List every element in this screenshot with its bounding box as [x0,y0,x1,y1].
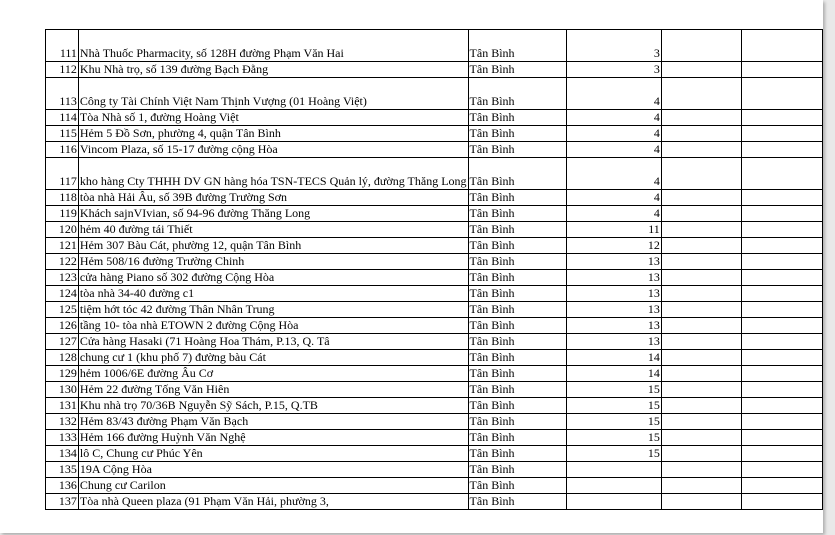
district-name: Tân Bình [468,78,567,110]
table-row [46,478,823,494]
case-count: 14 [567,366,662,382]
empty-cell [661,254,742,270]
row-number: 131 [46,398,79,414]
empty-cell [742,478,823,494]
empty-cell [661,414,742,430]
location-name: tầng 10- tòa nhà ETOWN 2 đường Cộng Hòa [78,318,468,334]
case-count: 12 [567,238,662,254]
row-number: 120 [46,222,79,238]
location-name: Hẻm 22 đường Tống Văn Hiên [78,382,468,398]
empty-cell [661,142,742,158]
empty-cell [661,126,742,142]
case-count: 15 [567,398,662,414]
empty-cell [742,30,823,62]
district-name: Tân Bình [468,222,567,238]
empty-cell [661,318,742,334]
row-number: 112 [46,62,79,78]
location-name: Khu Nhà trọ, số 139 đường Bạch Đằng [78,62,468,78]
empty-cell [661,222,742,238]
empty-cell [742,398,823,414]
empty-cell [661,398,742,414]
row-number: 127 [46,334,79,350]
case-count: 13 [567,270,662,286]
case-count: 3 [567,62,662,78]
district-name: Tân Bình [468,302,567,318]
table-row [46,430,823,446]
empty-cell [661,270,742,286]
case-count: 4 [567,206,662,222]
empty-cell [661,110,742,126]
location-name: tiệm hớt tóc 42 đường Thân Nhân Trung [78,302,468,318]
empty-cell [661,382,742,398]
row-number: 134 [46,446,79,462]
location-name: Khu nhà trọ 70/36B Nguyễn Sỹ Sách, P.15, Q.TB [78,398,468,414]
table-row [46,318,823,334]
location-name: Chung cư Carilon [78,478,468,494]
empty-cell [742,382,823,398]
district-name: Tân Bình [468,350,567,366]
case-count: 13 [567,302,662,318]
district-name: Tân Bình [468,430,567,446]
table-row [46,382,823,398]
table-row [46,350,823,366]
row-number: 130 [46,382,79,398]
empty-cell [742,462,823,478]
case-count: 4 [567,110,662,126]
location-name: 19A Cộng Hòa [78,462,468,478]
location-name: Hẻm 83/43 đường Phạm Văn Bạch [78,414,468,430]
location-name: Vincom Plaza, số 15-17 đường cộng Hòa [78,142,468,158]
case-count: 13 [567,334,662,350]
case-count: 4 [567,190,662,206]
empty-cell [661,462,742,478]
row-number: 114 [46,110,79,126]
location-name: tòa nhà 34-40 đường c1 [78,286,468,302]
row-number: 135 [46,462,79,478]
district-name: Tân Bình [468,142,567,158]
row-number: 117 [46,158,79,190]
row-number: 137 [46,494,79,510]
location-name: chung cư 1 (khu phố 7) đường bàu Cát [78,350,468,366]
location-table [45,29,823,510]
table-row [46,462,823,478]
row-number: 136 [46,478,79,494]
row-number: 123 [46,270,79,286]
district-name: Tân Bình [468,366,567,382]
table-row [46,126,823,142]
table-body [46,30,823,510]
table-row [46,158,823,190]
district-name: Tân Bình [468,62,567,78]
row-number: 133 [46,430,79,446]
district-name: Tân Bình [468,462,567,478]
empty-cell [742,414,823,430]
empty-cell [661,366,742,382]
case-count: 11 [567,222,662,238]
table-row [46,30,823,62]
location-name: Cửa hàng Hasaki (71 Hoàng Hoa Thám, P.13, Q. Tâ [78,334,468,350]
district-name: Tân Bình [468,478,567,494]
district-name: Tân Bình [468,382,567,398]
empty-cell [742,158,823,190]
table-row [46,286,823,302]
district-name: Tân Bình [468,318,567,334]
case-count: 15 [567,414,662,430]
district-name: Tân Bình [468,286,567,302]
empty-cell [742,78,823,110]
district-name: Tân Bình [468,126,567,142]
row-number: 121 [46,238,79,254]
empty-cell [661,286,742,302]
empty-cell [742,430,823,446]
empty-cell [661,350,742,366]
empty-cell [742,302,823,318]
table-row [46,270,823,286]
empty-cell [661,494,742,510]
location-name: kho hàng Cty THHH DV GN hàng hóa TSN-TECS Quản lý, đường Thăng Long [78,158,468,190]
empty-cell [742,238,823,254]
empty-cell [742,494,823,510]
row-number: 111 [46,30,79,62]
district-name: Tân Bình [468,494,567,510]
district-name: Tân Bình [468,254,567,270]
empty-cell [661,62,742,78]
location-name: Hẻm 307 Bàu Cát, phường 12, quận Tân Bình [78,238,468,254]
empty-cell [661,158,742,190]
table-row [46,206,823,222]
case-count: 13 [567,286,662,302]
row-number: 116 [46,142,79,158]
row-number: 128 [46,350,79,366]
table-row [46,238,823,254]
location-name: Tòa Nhà số 1, đường Hoàng Việt [78,110,468,126]
empty-cell [661,446,742,462]
case-count [567,462,662,478]
case-count: 4 [567,126,662,142]
location-name: hẻm 40 đường tái Thiết [78,222,468,238]
empty-cell [742,318,823,334]
table-row [46,398,823,414]
empty-cell [742,126,823,142]
case-count [567,494,662,510]
table-row [46,222,823,238]
case-count [567,478,662,494]
empty-cell [661,78,742,110]
empty-cell [742,222,823,238]
empty-cell [742,270,823,286]
location-name: Công ty Tài Chính Việt Nam Thịnh Vượng (01 Hoàng Việt) [78,78,468,110]
district-name: Tân Bình [468,414,567,430]
empty-cell [742,206,823,222]
district-name: Tân Bình [468,110,567,126]
table-row [46,334,823,350]
row-number: 115 [46,126,79,142]
empty-cell [742,190,823,206]
empty-cell [742,446,823,462]
case-count: 4 [567,158,662,190]
table-row [46,494,823,510]
empty-cell [742,254,823,270]
table-row [46,110,823,126]
location-name: Hẻm 166 đường Huỳnh Văn Nghệ [78,430,468,446]
table-row [46,254,823,270]
case-count: 4 [567,142,662,158]
table-row [46,62,823,78]
district-name: Tân Bình [468,446,567,462]
table-row [46,142,823,158]
row-number: 132 [46,414,79,430]
row-number: 122 [46,254,79,270]
empty-cell [661,302,742,318]
row-number: 113 [46,78,79,110]
row-number: 126 [46,318,79,334]
empty-cell [742,286,823,302]
empty-cell [742,62,823,78]
location-name: Hẻm 5 Đồ Sơn, phường 4, quận Tân Bình [78,126,468,142]
location-name: Nhà Thuốc Pharmacity, số 128H đường Phạm Văn Hai [78,30,468,62]
empty-cell [661,430,742,446]
case-count: 3 [567,30,662,62]
table-row [46,414,823,430]
district-name: Tân Bình [468,398,567,414]
empty-cell [661,30,742,62]
empty-cell [742,110,823,126]
location-name: Tòa nhà Queen plaza (91 Phạm Văn Hải, phường 3, [78,494,468,510]
empty-cell [742,366,823,382]
case-count: 13 [567,254,662,270]
district-name: Tân Bình [468,270,567,286]
district-name: Tân Bình [468,334,567,350]
case-count: 15 [567,382,662,398]
location-name: hẻm 1006/6E đường Âu Cơ [78,366,468,382]
district-name: Tân Bình [468,190,567,206]
table-row [46,78,823,110]
district-name: Tân Bình [468,158,567,190]
case-count: 14 [567,350,662,366]
location-name: Khách sajnVIvian, số 94-96 đường Thăng Long [78,206,468,222]
row-number: 125 [46,302,79,318]
district-name: Tân Bình [468,30,567,62]
location-name: cửa hàng Piano số 302 đường Cộng Hòa [78,270,468,286]
location-name: tòa nhà Hải Âu, số 39B đường Trường Sơn [78,190,468,206]
row-number: 118 [46,190,79,206]
empty-cell [742,334,823,350]
location-name: lô C, Chung cư Phúc Yên [78,446,468,462]
empty-cell [661,334,742,350]
row-number: 129 [46,366,79,382]
case-count: 15 [567,446,662,462]
table-row [46,446,823,462]
district-name: Tân Bình [468,206,567,222]
table-row [46,190,823,206]
empty-cell [742,350,823,366]
row-number: 119 [46,206,79,222]
case-count: 13 [567,318,662,334]
empty-cell [661,206,742,222]
table-row [46,366,823,382]
case-count: 4 [567,78,662,110]
case-count: 15 [567,430,662,446]
district-name: Tân Bình [468,238,567,254]
empty-cell [661,190,742,206]
empty-cell [742,142,823,158]
row-number: 124 [46,286,79,302]
table-row [46,302,823,318]
empty-cell [661,478,742,494]
location-name: Hẻm 508/16 đường Trường Chinh [78,254,468,270]
empty-cell [661,238,742,254]
